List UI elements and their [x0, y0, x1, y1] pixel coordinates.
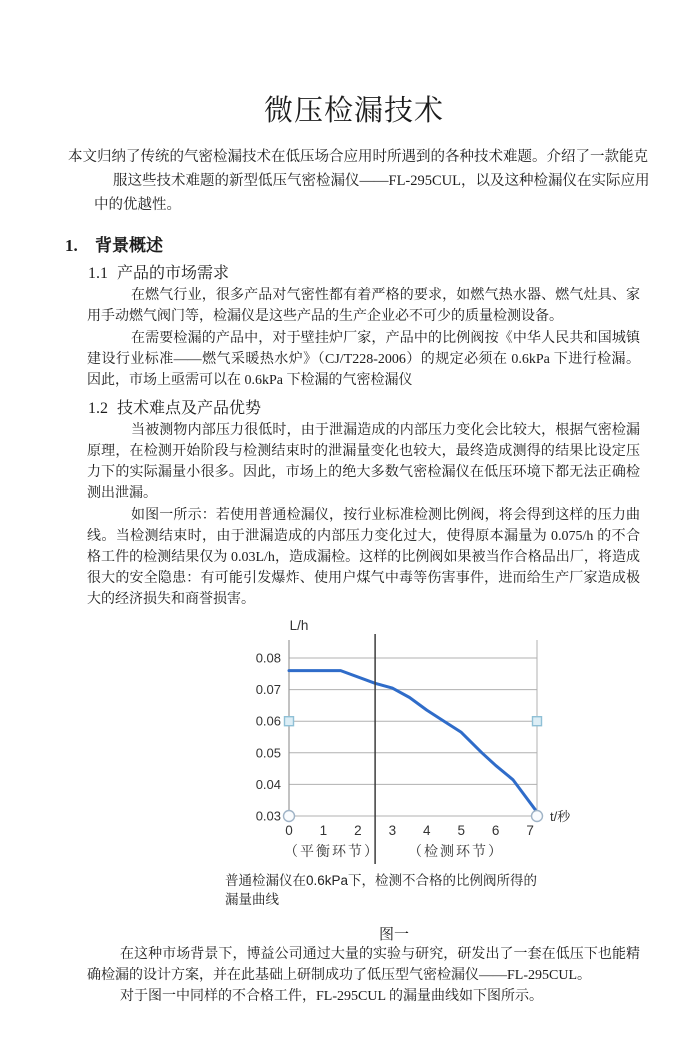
section-heading-1: [65, 231, 640, 256]
section-number: 1.: [65, 236, 78, 255]
abstract-line: 服这些技术难题的新型低压气密检漏仪——FL-295CUL，以及这种检漏仪在实际应用: [113, 173, 650, 189]
svg-text:t/秒: t/秒: [550, 809, 571, 824]
figure-1-chart: [231, 614, 611, 869]
leak-rate-line-chart: [231, 614, 611, 864]
svg-text:0.07: 0.07: [255, 682, 281, 698]
svg-text:1: 1: [319, 823, 328, 838]
paragraph-technical-2: 如图一所示：若使用普通检漏仪，按行业标准检测比例阀，将会得到这样的压力曲线。当检测结束时，由于泄漏造成的内部压力变化过大，使得原本漏量为 0.075/h 的不合格工件的检测结果仅为 0.03L/h，造成漏检。这样的比例阀如果被当作合格品出厂，将造成很大的安全隐患：有可能引发爆炸、使用户煤气中毒等伤害事件，进而给生产厂家造成极大的经济损失和商誉损害。: [87, 508, 640, 607]
doc-title: 微压检漏技术: [263, 95, 444, 127]
svg-text:（平衡环节）: （平衡环节）: [284, 843, 381, 859]
svg-text:0.04: 0.04: [255, 776, 281, 792]
svg-text:5: 5: [457, 823, 465, 838]
svg-text:7: 7: [526, 823, 534, 838]
subsection-title: 技术难点及产品优势: [117, 400, 262, 417]
svg-text:0.03: 0.03: [255, 808, 281, 824]
subsection-number: 1.1: [88, 265, 108, 282]
svg-text:0.05: 0.05: [255, 745, 281, 761]
paragraph-closing-1: 在这种市场背景下，博益公司通过大量的实验与研究，研发出了一套在低压下也能精确检漏的设计方案，并在此基础上研制成功了低压型气密检漏仪——FL-295CUL。: [87, 947, 640, 983]
svg-text:0: 0: [285, 823, 293, 838]
abstract: [68, 145, 650, 217]
paragraph-technical-1: 当被测物内部压力很低时，由于泄漏造成的内部压力变化会比较大，根据气密检漏原理，在检测开始阶段与检测结束时的泄漏量变化也较大，最终造成测得的结果比设定压力下的实际漏量小很多。因此，市场上的绝大多数气密检漏仪在低压环境下都无法正确检测出泄漏。: [87, 423, 640, 501]
subsection-title: 产品的市场需求: [117, 265, 230, 282]
svg-text:2: 2: [354, 823, 362, 838]
svg-text:4: 4: [423, 823, 431, 838]
subsection-number: 1.2: [88, 400, 108, 417]
figure-caption-line: 漏量曲线: [225, 892, 279, 907]
section-title: 背景概述: [95, 236, 163, 255]
abstract-line: 中的优越性。: [94, 197, 181, 213]
svg-text:L/h: L/h: [289, 618, 309, 633]
svg-text:（检测环节）: （检测环节）: [408, 843, 505, 859]
subsection-heading-1-2: [88, 395, 640, 418]
paragraph-closing-2: 对于图一中同样的不合格工件，FL-295CUL 的漏量曲线如下图所示。: [120, 989, 543, 1004]
figure-caption-line: 普通检漏仪在0.6kPa下，检测不合格的比例阀所得的: [225, 873, 538, 888]
abstract-line: 本文归纳了传统的气密检漏技术在低压场合应用时所遇到的各种技术难题。介绍了一款能克: [68, 149, 648, 165]
paragraph-market-demand-1: 在燃气行业，很多产品对气密性都有着严格的要求，如燃气热水器、燃气灶具、家用手动燃气阀门等，检漏仪是这些产品的生产企业必不可少的质量检测设备。: [87, 288, 640, 324]
figure-caption: [225, 871, 595, 909]
svg-text:0.08: 0.08: [255, 650, 281, 666]
subsection-heading-1-1: [88, 260, 640, 283]
svg-text:3: 3: [388, 823, 397, 838]
paragraph-market-demand-2: 在需要检漏的产品中，对于壁挂炉厂家，产品中的比例阀按《中华人民共和国城镇建设行业标准——燃气采暖热水炉》（CJ/T228-2006）的规定必须在 0.6kPa 下进行检漏。因此，市场上亟需可以在 0.6kPa 下检漏的气密检漏仪: [87, 331, 640, 388]
svg-text:0.06: 0.06: [255, 713, 281, 729]
svg-text:6: 6: [491, 823, 500, 838]
figure-label: 图一: [378, 927, 409, 943]
